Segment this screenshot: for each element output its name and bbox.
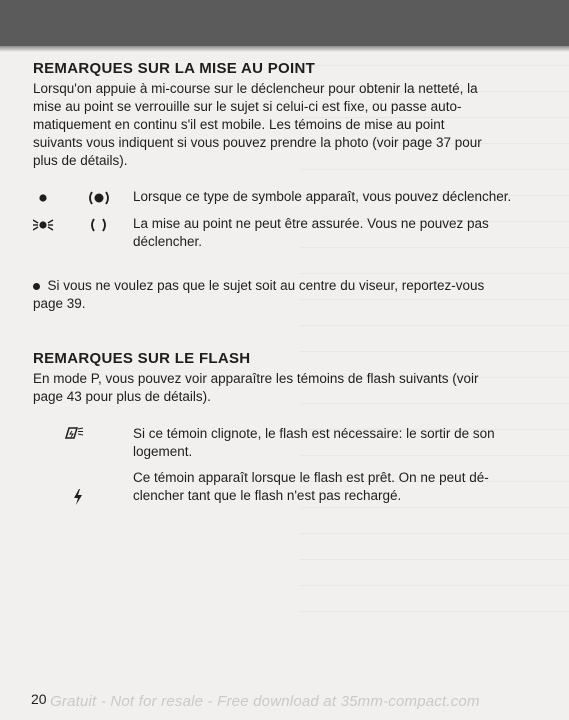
text-line: En mode P, vous pouvez voir apparaître les témoins de flash suivants (voir: [33, 371, 479, 386]
text-line: page 43 pour plus de détails).: [33, 389, 211, 404]
flash-ready-icon: [73, 489, 83, 510]
flash-ready-text: [133, 469, 546, 505]
watermark-footer: Gratuit - Not for resale - Free download at 35mm-compact.com: [50, 693, 480, 710]
text-line: page 39.: [33, 296, 86, 311]
top-shadow-band: [0, 0, 569, 46]
focus-notes-paragraph: [33, 80, 546, 170]
text-line: Lorsqu'on appuie à mi-course sur le déclencheur pour obtenir la netteté, la: [33, 81, 478, 96]
text-line: La mise au point ne peut être assurée. Vous ne pouvez pas: [133, 216, 489, 231]
focus-confirmed-icon: [37, 188, 117, 211]
text-line: suivants vous indiquent si vous pouvez prendre la photo (voir page 37 pour: [33, 135, 482, 150]
flash-pop-up-icon: [63, 425, 87, 446]
text-line: matiquement en continu s'il est mobile. Les témoins de mise au point: [33, 117, 445, 132]
focus-notes-heading: REMARQUES SUR LA MISE AU POINT: [33, 60, 316, 77]
text-line: plus de détails).: [33, 153, 128, 168]
bullet-icon: [33, 283, 40, 290]
focus-not-achieved-icon: [33, 215, 115, 238]
text-line: Si ce témoin clignote, le flash est nécessaire: le sortir de son: [133, 426, 495, 441]
text-line: clencher tant que le flash n'est pas rechargé.: [133, 488, 402, 503]
text-line: Si vous ne voulez pas que le sujet soit au centre du viseur, reportez-vous: [33, 277, 546, 295]
page-number: 20: [31, 691, 47, 707]
flash-popup-text: [133, 425, 546, 461]
focus-bullet-note: [33, 277, 546, 313]
text-line: logement.: [133, 444, 193, 459]
flash-notes-heading: REMARQUES SUR LE FLASH: [33, 350, 251, 367]
text-line: déclencher.: [133, 234, 203, 249]
focus-ok-text: Lorsque ce type de symbole apparaît, vous pouvez déclencher.: [133, 189, 512, 204]
flash-notes-paragraph: [33, 370, 546, 406]
focus-fail-text: [133, 215, 546, 251]
text-line: mise au point se verrouille sur le sujet si celui-ci est fixe, ou passe auto-: [33, 99, 462, 114]
text-line: Ce témoin apparaît lorsque le flash est prêt. On ne peut dé-: [133, 470, 489, 485]
